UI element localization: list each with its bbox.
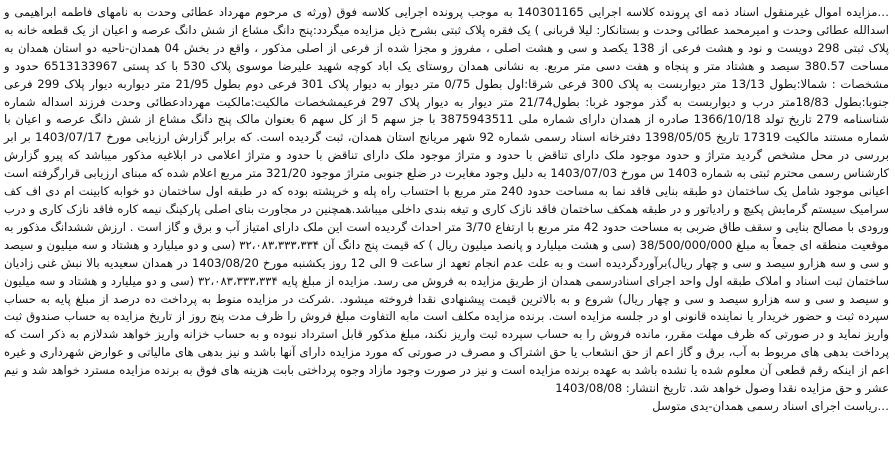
notice-body: …مزایده اموال غیرمنقول اسناد ذمه ای پرونده کلاسه اجرایی 140301165 به موجب پرونده اجرایی کلاسه فوق (ورثه ی مرحوم مهرداد عطائی وحدت به نامهای فاطمه ابراهیمی و اسدالله عطائی وحدت و امیرمحمد عطائی وحدت و بستانکار: لیلا قربانی ) یک فقره پلاک ثبتی بشرح ذیل مزایده میگردد:پنج دانگ مشاع از شش دانگ عرصه و اعیان از یک قطعه خانه به پلاک ثبتی 298 دویست و نود و هشت فرعی از 138 یکصد و سی و هشت اصلی ، مفروز و مجزا شده از فرعی از اصلی مذکور ، واقع در بخش 04 همدان-ناحیه دو استان همدان به مساحت 380.57 سیصد و هشتاد متر و پنجاه و هفت دسی متر مربع. به نشانی همدان روستای یک اباد کوچه شهید علیرضا موسوی پلاک 530 با کد پستی 6513133967 حدود و مشخصات : شمالا:بطول 13/13 متر دیواربست به پلاک 300 فرعی شرقا:اول بطول 0/75 متر دیوار به دیوار پلاک 301 فرعی دوم بطول 21/95 متر دیواربه دیوار پلاک 299 فرعی جنوبا:بطول 18/83متر درب و دیواربست به گذر موجود غربا: بطول21/74 متر دیوار به دیوار پلاک 297 فرعیمشخصات مالکیت:مالکیت مهردادعطائی وحدت فرزند اسداله شماره شناسنامه 279 تاریخ تولد 1366/10/18 صادره از همدان دارای شماره ملی 3875943511 با جز سهم 5 از کل سهم 6 بعنوان مالک پنج دانگ مشاع از شش دانگ عرصه و اعیان با شماره مستند مالکیت 17319 تاریخ 1398/05/05 دفترخانه اسناد رسمی شماره 92 شهر مریانج استان همدان، ثبت گردیده است. که برابر گزارش ارزیابی مورخ 1403/07/17 بر ابر بررسی در محل مشخص گردید متراژ و حدود موجود ملک دارای تناقض با حدود و متراژ موجود ملک دارای تناقض با حدود و متراژ اعلامی در ابلاغیه مذکور میباشد که پیرو گزارش کارشناس رسمی محترم ثبتی به شماره 1403 س مورخ 1403/07/03 به دلیل وجود مغایرت در ضلع جنوبی متراژ موجود 321/20 متر مربع اعلام شده که مبنای ارزیابی قرارگرفته است اعیانی موجود شامل یک ساختمان دو طبقه بنایی فاقد نما به مساحت حدود 240 متر مربع با احتساب راه پله و خرپشته بوده که در طبقه اول ساختمان دو خوابه کابینت ام دی اف کف سرامیک سیستم گرمایش پکیچ و رادیاتور و در طبقه همکف ساختمان فاقد نازک کاری و تیغه بندی داخلی میباشد.همچنین در مجاورت بنای اصلی پارکینگ نیمه کاره فاقد نازک کاری و درب ورودی با مصالح بنایی و سقف طاق ضربی به مساحت حدود 42 متر مربع با ارتفاع 3/70 متر احداث گردیده است این ملک دارای امتیاز آب و برق و گاز است . ارزش ششدانگ مذکور به موقعیت منطقه ای جمعاً به مبلغ 38/500/000/000 (سی و هشت میلیارد و پانصد میلیون ریال ) که قیمت پنج دانگ آن ۳۲،۰۸۳،۳۳۳،۳۳۴ (سی و دو میلیارد و هشتاد و سه میلیون و سیصد و سی و سه هزارو سیصد و سی و چهار ریال)برآوردگردیده است و به علت عدم انجام تعهد از ساعت 9 الی 12 روز یکشنبه مورخ 1403/08/20 در همدان سعیدیه بالا نبش غنی زادیان ساختمان ثبت اسناد و املاک طبقه اول واحد اجرای اسنادرسمی همدان از طریق مزایده به فروش می رسد. مزایده از مبلغ پایه ۳۲،۰۸۳،۳۳۳،۳۳۴ (سی و دو میلیارد و هشتاد و سه میلیون و سیصد و سی و سه هزارو سیصد و سی و چهار ریال) شروع و به بالاترین قیمت پیشنهادی نقدا فروخته میشود. .شرکت در مزایده منوط به پرداخت ده درصد از مبلغ پایه به حساب سپرده ثبت و حضور خریدار یا نماینده قانونی او در جلسه مزایده است. برنده مزایده مکلف است مابه التفاوت مبلغ فروش را ظرف مدت پنج روز از تاریخ مزایده به حساب صندوق ثبت واریز نماید و در صورتی که ظرف مهلت مقرر، مانده فروش را به حساب سپرده ثبت واریز نکند، مبلغ مذکور قابل استرداد نبوده و به حساب خزانه واریز خواهد شدلازم به ذکر است که پرداخت بدهی های مربوط به آب، برق و گاز اعم از حق انشعاب یا حق اشتراک و مصرف در صورتی که مورد مزایده دارای آنها باشد و نیز بدهی های مالیاتی و عوارض شهرداری و غیره اعم از اینکه رقم قطعی آن معلوم شده یا نشده باشد به عهده برنده مزایده است و نیز در صورت وجود مازاد وجوه پرداختی بابت هزینه های فوق به برنده مزایده مسترد خواهد شد و نیم عشر و حق مزایده نقدا وصول خواهد شد. تاریخ انتشار: 1403/08/08 xyxy=(4,5,890,396)
notice-signature: …ریاست اجرای اسناد رسمی همدان-یدی متوسل xyxy=(652,398,889,413)
